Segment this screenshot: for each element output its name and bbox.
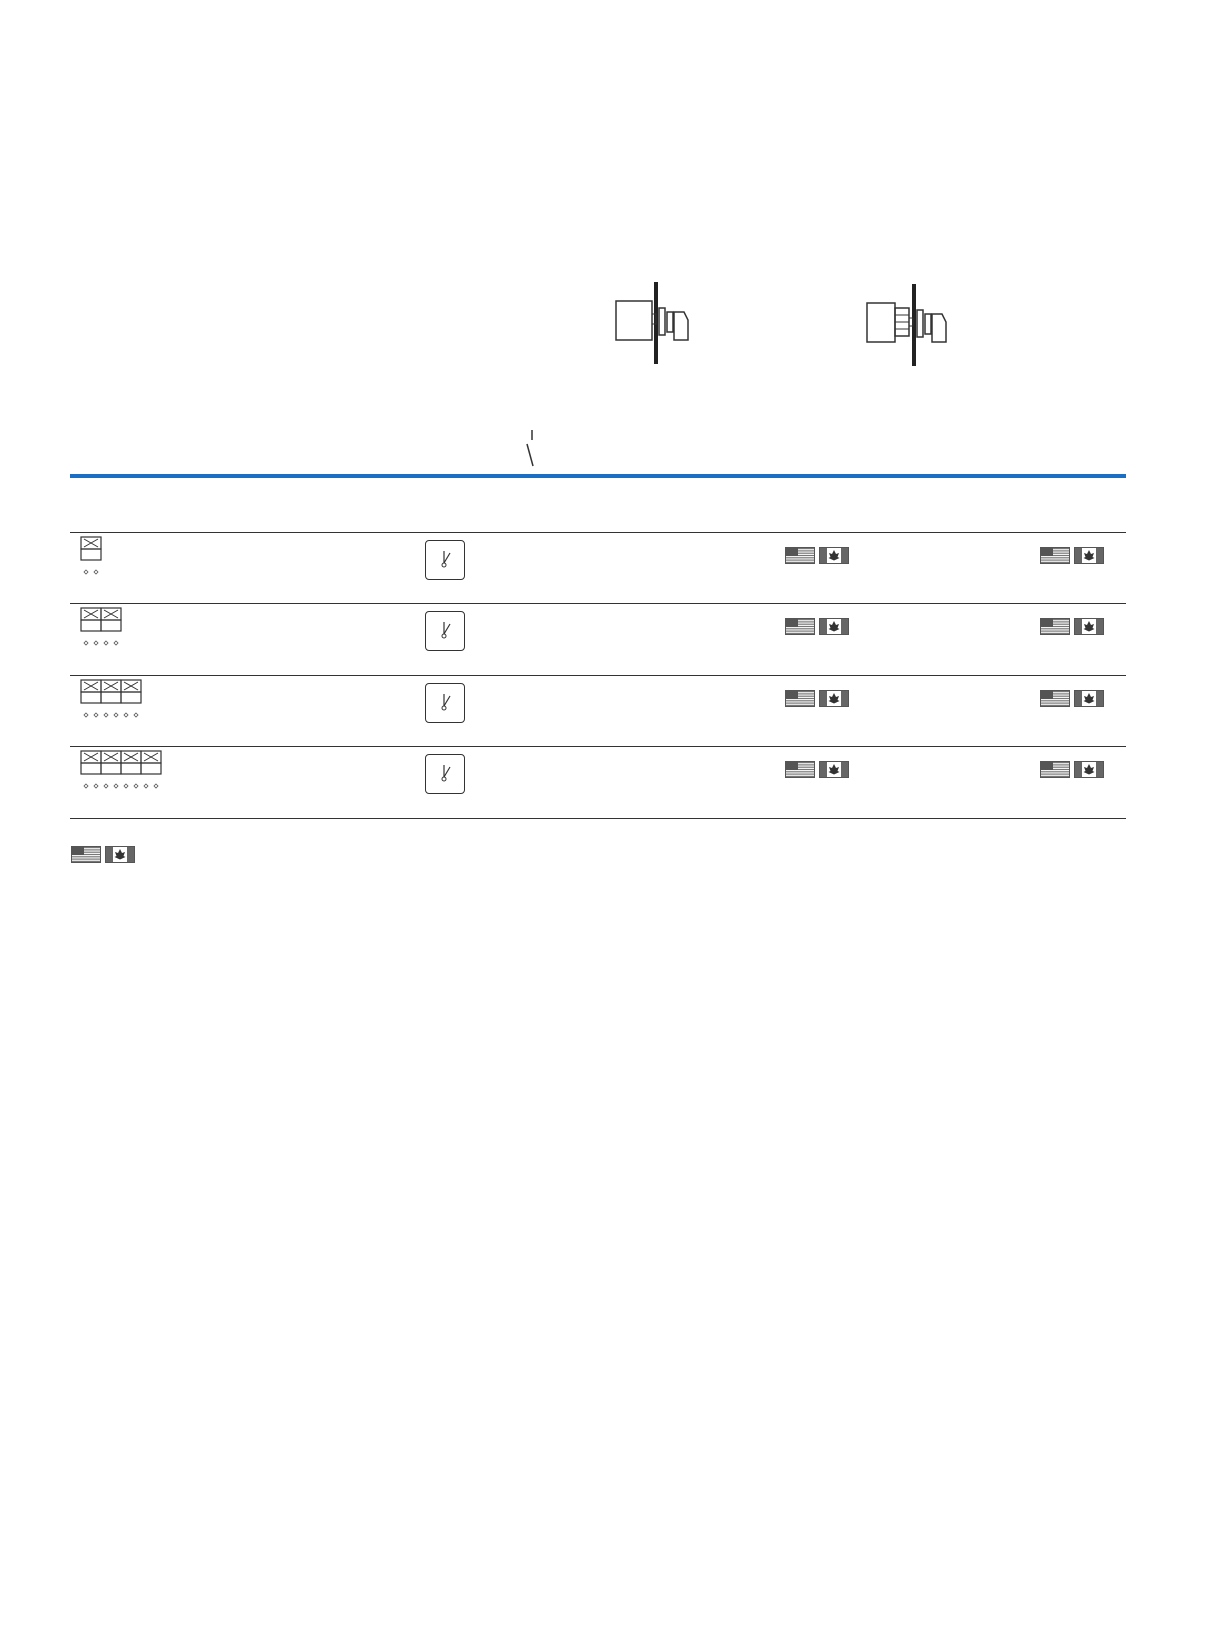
canada-flag-icon (105, 846, 135, 863)
normally-open-contact-icon (525, 428, 539, 468)
pole-block-icon (80, 536, 104, 584)
us-flag-icon (785, 761, 815, 778)
approvals-column-b (1040, 547, 1104, 564)
canada-flag-icon (1074, 690, 1104, 707)
us-flag-icon (1040, 690, 1070, 707)
us-flag-icon (1040, 547, 1070, 564)
us-flag-icon (1040, 761, 1070, 778)
header-rule (70, 474, 1126, 478)
table-row-divider (70, 675, 1126, 676)
canada-flag-icon (1074, 761, 1104, 778)
approvals-column-a (785, 618, 849, 635)
us-flag-icon (785, 618, 815, 635)
approvals-column-b (1040, 761, 1104, 778)
canada-flag-icon (1074, 618, 1104, 635)
approvals-column-b (1040, 690, 1104, 707)
us-flag-icon (71, 846, 101, 863)
canada-flag-icon (819, 761, 849, 778)
canada-flag-icon (819, 547, 849, 564)
switch-contact-icon (425, 754, 465, 794)
pole-block-icon (80, 750, 164, 798)
rear-mount-knob-icon (863, 282, 955, 368)
table-row-divider (70, 603, 1126, 604)
approvals-column-a (785, 761, 849, 778)
approvals-column-b (1040, 618, 1104, 635)
footnote-approvals (71, 846, 135, 863)
canada-flag-icon (819, 618, 849, 635)
switch-contact-icon (425, 611, 465, 651)
switch-contact-icon (425, 683, 465, 723)
us-flag-icon (785, 547, 815, 564)
table-row-divider (70, 532, 1126, 533)
us-flag-icon (785, 690, 815, 707)
pole-block-icon (80, 607, 124, 655)
pole-block-icon (80, 679, 144, 727)
canada-flag-icon (1074, 547, 1104, 564)
canada-flag-icon (819, 690, 849, 707)
approvals-column-a (785, 690, 849, 707)
table-row-divider (70, 746, 1126, 747)
us-flag-icon (1040, 618, 1070, 635)
switch-contact-icon (425, 540, 465, 580)
front-mount-knob-icon (612, 280, 692, 366)
table-bottom-rule (70, 818, 1126, 819)
approvals-column-a (785, 547, 849, 564)
